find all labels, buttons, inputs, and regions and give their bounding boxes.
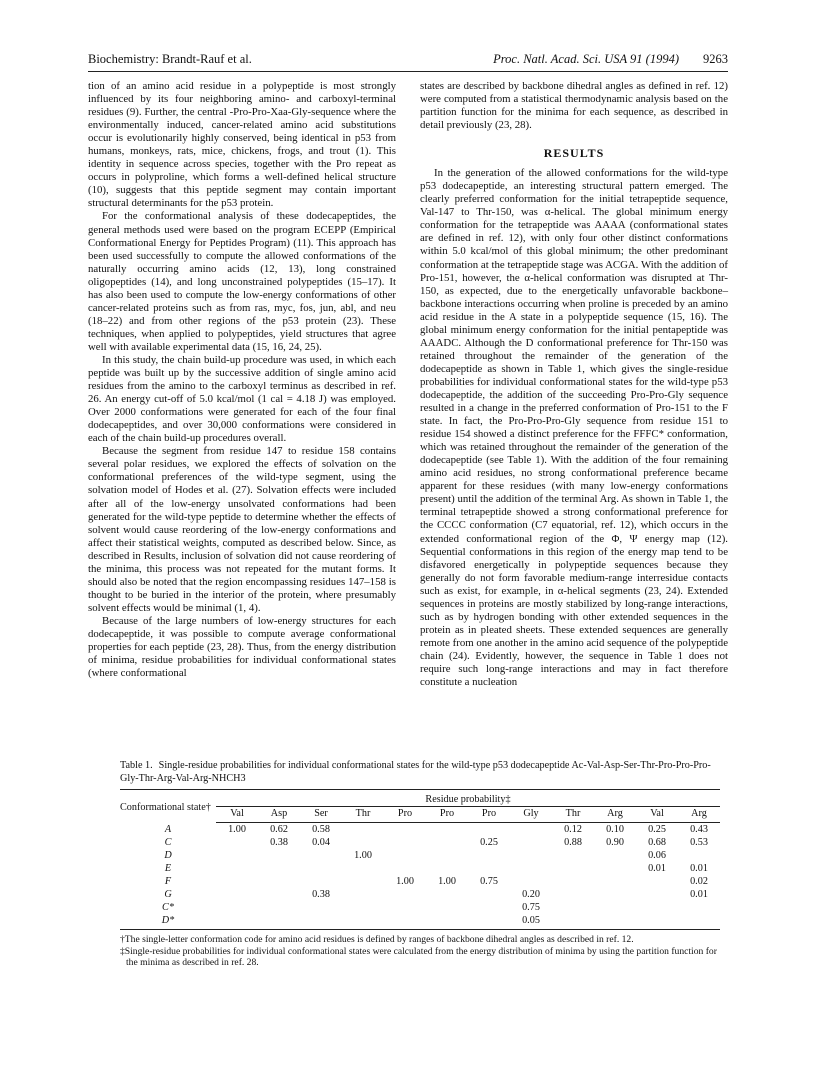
probability-cell: [468, 862, 510, 875]
probability-cell: [468, 849, 510, 862]
table-footnotes: [120, 934, 720, 969]
probability-cell: 1.00: [438, 876, 456, 887]
residue-header: Arg: [678, 807, 720, 823]
state-cell: E: [164, 863, 172, 874]
paragraph: states are described by backbone dihedral angles as defined in ref. 12) were computed from a statistical thermodynamic analysis based on the partition function for the minima for each sequence, as described in detail previously (23, 28).: [420, 80, 728, 132]
probability-cell: [552, 862, 594, 875]
probability-cell: [468, 914, 510, 930]
probability-cell: [510, 823, 552, 837]
probability-cell: [384, 823, 426, 837]
probability-cell: 0.88: [564, 837, 582, 848]
probability-cell: [636, 888, 678, 901]
probability-cell: [342, 888, 384, 901]
probability-cell: [342, 862, 384, 875]
probability-cell: [216, 875, 258, 888]
probability-cell: [300, 849, 342, 862]
residue-header: Gly: [510, 807, 552, 823]
probability-cell: 0.25: [480, 837, 498, 848]
right-column: [420, 80, 728, 689]
body-columns: [88, 80, 728, 689]
probability-cell: [258, 875, 300, 888]
probability-cell: 0.75: [480, 876, 498, 887]
probability-cell: 0.10: [606, 824, 624, 835]
paragraph: In this study, the chain build-up procedure was used, in which each peptide was built up by the successive addition of single amino acid residues from the amino to the carboxyl terminus as described in ref. 26. An energy cut-off of 5.0 kcal/mol (1 cal = 4.18 J) was employed. Over 2000 conformations were generated for each of the four final dodecapeptides, and over 30,000 conformations were considered in each of the chain build-up procedures overall.: [88, 353, 396, 445]
probability-cell: 1.00: [396, 876, 414, 887]
paragraph: Because the segment from residue 147 to residue 158 contains several polar residues, we explored the effects of solvation on the conformational preferences of the wild-type segment, using the solvation model of Hodes et al. (27). Solvation effects were included after all of the low-energy unsolvated conformations had been generated for the wild-type peptide to determine whether the effects of solvent would cause reordering of the low-energy conformations and affect their statistical weights, computed as described below. Since, as described in Results, inclusion of solvation did not cause reordering of the minima, this process was not repeated for the mutant forms. It should also be noted that the region encompassing residues 147–158 is thought to be buried in the interior of the protein, where presumably solvent effects would be minimal (1, 4).: [88, 445, 396, 614]
paragraph: tion of an amino acid residue in a polypeptide is most strongly influenced by its four neighboring amino- and carboxyl-terminal residues (9). Further, the central -Pro-Pro-Xaa-Gly-sequence where the environmentally induced, cancer-related amino acid substitutions occur is evolutionarily highly conserved, being identical in p53 from humans, monkeys, rats, mice, chickens, frogs, and trout (1). This identity in sequence across species, together with the Pro repeat as occurs in polyproline, which forms a well-defined helical structure (10), suggests that this peptide segment may contain important structural determinants for the p53 protein.: [88, 80, 396, 210]
probability-cell: [384, 836, 426, 849]
table-label: Table 1.: [120, 760, 153, 771]
probability-cell: 0.01: [690, 889, 708, 900]
page-number: 9263: [703, 52, 728, 66]
probability-cell: 0.05: [510, 914, 552, 930]
probability-cell: 0.01: [690, 863, 708, 874]
probability-cell: [216, 901, 258, 914]
probability-cell: 0.62: [270, 824, 288, 835]
probability-table: [120, 789, 720, 930]
probability-cell: 0.38: [270, 837, 288, 848]
probability-cell: [552, 875, 594, 888]
probability-cell: 0.68: [648, 837, 666, 848]
probability-cell: 0.12: [564, 824, 582, 835]
probability-cell: 1.00: [354, 850, 372, 861]
probability-cell: [468, 888, 510, 901]
probability-cell: [594, 862, 636, 875]
probability-cell: [594, 888, 636, 901]
probability-cell: [552, 888, 594, 901]
probability-cell: [510, 849, 552, 862]
probability-cell: [300, 875, 342, 888]
probability-cell: 0.53: [690, 837, 708, 848]
table-body: [120, 823, 720, 930]
probability-cell: [426, 914, 468, 930]
probability-cell: 0.38: [312, 889, 330, 900]
residue-header: Val: [216, 807, 258, 823]
probability-cell: [216, 888, 258, 901]
probability-header: Residue probability‡: [216, 790, 720, 807]
probability-cell: 0.25: [648, 824, 666, 835]
residue-header: Ser: [300, 807, 342, 823]
table-1: [120, 760, 720, 969]
probability-cell: 0.58: [312, 824, 330, 835]
header-authors: Biochemistry: Brandt-Rauf et al.: [88, 52, 252, 66]
probability-cell: [216, 836, 258, 849]
probability-cell: [216, 862, 258, 875]
probability-cell: [300, 862, 342, 875]
probability-cell: [426, 849, 468, 862]
probability-cell: [552, 849, 594, 862]
state-cell: F: [164, 876, 172, 887]
probability-cell: [426, 836, 468, 849]
residue-header: Pro: [426, 807, 468, 823]
probability-cell: 0.43: [690, 824, 708, 835]
probability-cell: 0.75: [522, 902, 540, 913]
probability-cell: [342, 901, 384, 914]
state-cell: A: [164, 823, 172, 835]
state-cell: C: [164, 837, 172, 848]
residue-header: Thr: [342, 807, 384, 823]
paragraph: For the conformational analysis of these dodecapeptides, the general methods used were based on the program ECEPP (Empirical Conformational Energy for Peptides Program) (11). This approach has been used successfully to compute the allowed conformations of the naturally occurring amino acids (12, 13), long constrained oligopeptides (14), and long unconstrained polypeptides (15–17). It has also been used to compute the low-energy conformations of other cancer-related proteins such as from ras, myc, fos, jun, abl, and neu (18–22) and from other regions of the p53 protein (23). These techniques, when applied to polypeptides, yield structures that agree well with available experimental data (15, 16, 24, 25).: [88, 210, 396, 353]
probability-cell: 0.06: [648, 850, 666, 861]
probability-cell: [510, 836, 552, 849]
probability-cell: [594, 914, 636, 930]
table-row: [120, 823, 720, 837]
probability-cell: [342, 823, 384, 837]
residue-header: Arg: [594, 807, 636, 823]
probability-cell: [552, 901, 594, 914]
probability-cell: [216, 849, 258, 862]
footnote: ‡Single-residue probabilities for individual conformational states were calculated from the energy distribution of minima by using the partition function for the minima as described in ref. 28.: [120, 945, 717, 968]
probability-cell: [258, 862, 300, 875]
probability-cell: 0.04: [312, 837, 330, 848]
table-row: [120, 849, 720, 862]
section-heading-results: RESULTS: [543, 146, 605, 161]
probability-cell: [594, 849, 636, 862]
probability-cell: [342, 836, 384, 849]
probability-cell: 0.90: [606, 837, 624, 848]
probability-cell: [552, 914, 594, 930]
probability-cell: [384, 914, 426, 930]
probability-cell: [636, 875, 678, 888]
probability-cell: [636, 901, 678, 914]
probability-cell: [300, 914, 342, 930]
table-row: [120, 914, 720, 930]
probability-cell: [258, 849, 300, 862]
probability-cell: [468, 901, 510, 914]
probability-cell: [384, 849, 426, 862]
probability-cell: [426, 862, 468, 875]
probability-cell: [258, 888, 300, 901]
residue-header: Asp: [258, 807, 300, 823]
table-caption: [120, 760, 720, 785]
residue-header: Thr: [552, 807, 594, 823]
left-column: [88, 80, 396, 689]
running-header: [88, 52, 728, 72]
table-row: [120, 901, 720, 914]
probability-cell: [384, 901, 426, 914]
table-row: [120, 875, 720, 888]
probability-cell: [258, 901, 300, 914]
probability-cell: [258, 914, 300, 930]
probability-cell: 0.02: [690, 876, 708, 887]
paragraph: Because of the large numbers of low-energy structures for each dodecapeptide, it was possible to compute average conformational properties for each peptide (23, 28). Thus, from the energy distribution of minima, residue probabilities for individual conformational states (where conformational: [88, 614, 396, 680]
state-cell: C*: [162, 902, 174, 913]
probability-cell: [636, 914, 678, 930]
state-cell: D*: [120, 914, 216, 930]
probability-cell: [426, 888, 468, 901]
probability-cell: [594, 875, 636, 888]
probability-cell: [426, 901, 468, 914]
probability-cell: [678, 849, 720, 862]
table-caption-text: Single-residue probabilities for individual conformational states for the wild-type p53 dodecapeptide Ac-Val-Asp-Ser-Thr-Pro-Pro-Pro-Gly-Thr-Arg-Val-Arg-NHCH3: [120, 760, 711, 784]
probability-cell: [510, 875, 552, 888]
paragraph: In the generation of the allowed conformations for the wild-type p53 dodecapeptide, an interesting structural pattern emerged. The clearly preferred conformation for the initial tetrapeptide sequence, Val-147 to Thr-150, was α-helical. The global minimum energy conformation for the tetrapeptide was AAAA (conformational states are defined in ref. 12), with only four other distinct conformations within 5.0 kcal/mol of this global minimum; the other predominant conformation at the tetrapeptide stage was ACGA. With the addition of Pro-151, however, the α-helical conformation was disrupted at Thr-150, as expected, due to the energetically unfavorable backbone–backbone interactions occurring when proline is preceded by an amino acid residue in the A state in a polypeptide sequence (15, 16). The global minimum energy conformation for the initial pentapeptide was AAADC. Although the D conformational preference for Thr-150 was retained throughout the remainder of the generation of the dodecapeptide as shown in Table 1, which gives the single-residue probabilities for individual conformational states for the wild-type p53 dodecapeptide, the addition of the succeeding Pro-Pro-Gly sequence resulted in a change in the preferred conformation of Pro-151 to the F state. In fact, the Pro-Pro-Pro-Gly sequence from residue 151 to residue 154 showed a distinct preference for the FFFC* conformation, which was retained throughout the remainder of the generation of the dodecapeptide (see Table 1). With the addition of the four remaining amino acid residues, no strong conformational preference became apparent for these residues (with many low-energy conformations present) until the addition of the terminal Arg. As shown in Table 1, the terminal tetrapeptide showed a strong conformational preference for the CCCC conformation (C7 equatorial, ref. 12), which occurs in the extended conformational region of the Φ, Ψ energy map (12). Sequential conformations in this region of the energy map tend to be disfavored energetically in polypeptide sequences because they generally do not form favorable medium-range interresidue contacts such as exist, for example, in α-helical segments (23, 24). Extended sequences in proteins are mostly stabilized by long-range interactions, such as by hydrogen bonding with other extended sequences in the protein as in pleated sheets. These extended sequences are generally remote from one another in the amino acid sequence of the polypeptide chain (24). Evidently, however, the sequence in Table 1 does not require such long-range interactions and may in fact therefore constitute a nucleation: [420, 167, 729, 689]
probability-cell: [510, 862, 552, 875]
probability-cell: [678, 901, 720, 914]
table-row: [120, 862, 720, 875]
probability-cell: [384, 888, 426, 901]
residue-header: Pro: [384, 807, 426, 823]
residue-header: Val: [636, 807, 678, 823]
probability-cell: [678, 914, 720, 930]
probability-cell: [594, 901, 636, 914]
state-cell: D: [164, 850, 172, 861]
residue-header: Pro: [468, 807, 510, 823]
table-row: [120, 836, 720, 849]
footnote: †The single-letter conformation code for amino acid residues is defined by ranges of backbone dihedral angles as described in ref. 12.: [120, 934, 634, 945]
probability-cell: [300, 901, 342, 914]
state-cell: G: [164, 889, 172, 900]
probability-cell: [342, 875, 384, 888]
probability-cell: [342, 914, 384, 930]
probability-cell: 1.00: [228, 824, 246, 835]
table-row: [120, 888, 720, 901]
probability-cell: [216, 914, 258, 930]
probability-cell: [468, 823, 510, 837]
probability-cell: [426, 823, 468, 837]
state-column-header: Conformational state†: [120, 790, 216, 823]
probability-cell: 0.20: [522, 889, 540, 900]
probability-cell: 0.01: [648, 863, 666, 874]
header-journal: Proc. Natl. Acad. Sci. USA 91 (1994): [493, 52, 679, 66]
probability-cell: [384, 862, 426, 875]
